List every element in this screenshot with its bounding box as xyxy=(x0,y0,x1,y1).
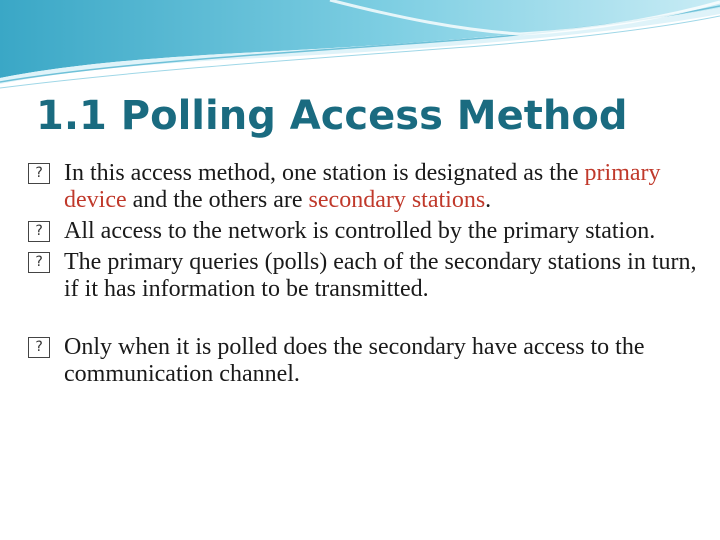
bullet-text: and the others are xyxy=(126,187,309,213)
highlight-term: primary device xyxy=(64,160,661,213)
missing-glyph-icon xyxy=(28,337,50,358)
missing-glyph-icon xyxy=(28,163,50,184)
missing-glyph-icon xyxy=(28,221,50,242)
slide-title: 1.1 Polling Access Method xyxy=(36,93,628,139)
header-wave-decoration xyxy=(0,0,720,100)
bullet-text: In this access method, one station is designated as the xyxy=(64,160,585,186)
bullet-item xyxy=(28,160,708,214)
missing-glyph-icon xyxy=(28,252,50,273)
bullet-text: Only when it is polled does the secondary have access to the communication channel. xyxy=(64,334,645,387)
bullet-text: . xyxy=(485,187,492,213)
bullet-text: All access to the network is controlled by the primary station. xyxy=(64,218,656,244)
bullet-list xyxy=(28,160,708,392)
highlight-term: secondary stations xyxy=(308,187,486,213)
bullet-item xyxy=(28,218,708,245)
bullet-item xyxy=(28,334,708,388)
bullet-text: The primary queries (polls) each of the secondary stations in turn, if it has information to be transmitted. xyxy=(64,249,697,302)
bullet-item xyxy=(28,249,708,303)
